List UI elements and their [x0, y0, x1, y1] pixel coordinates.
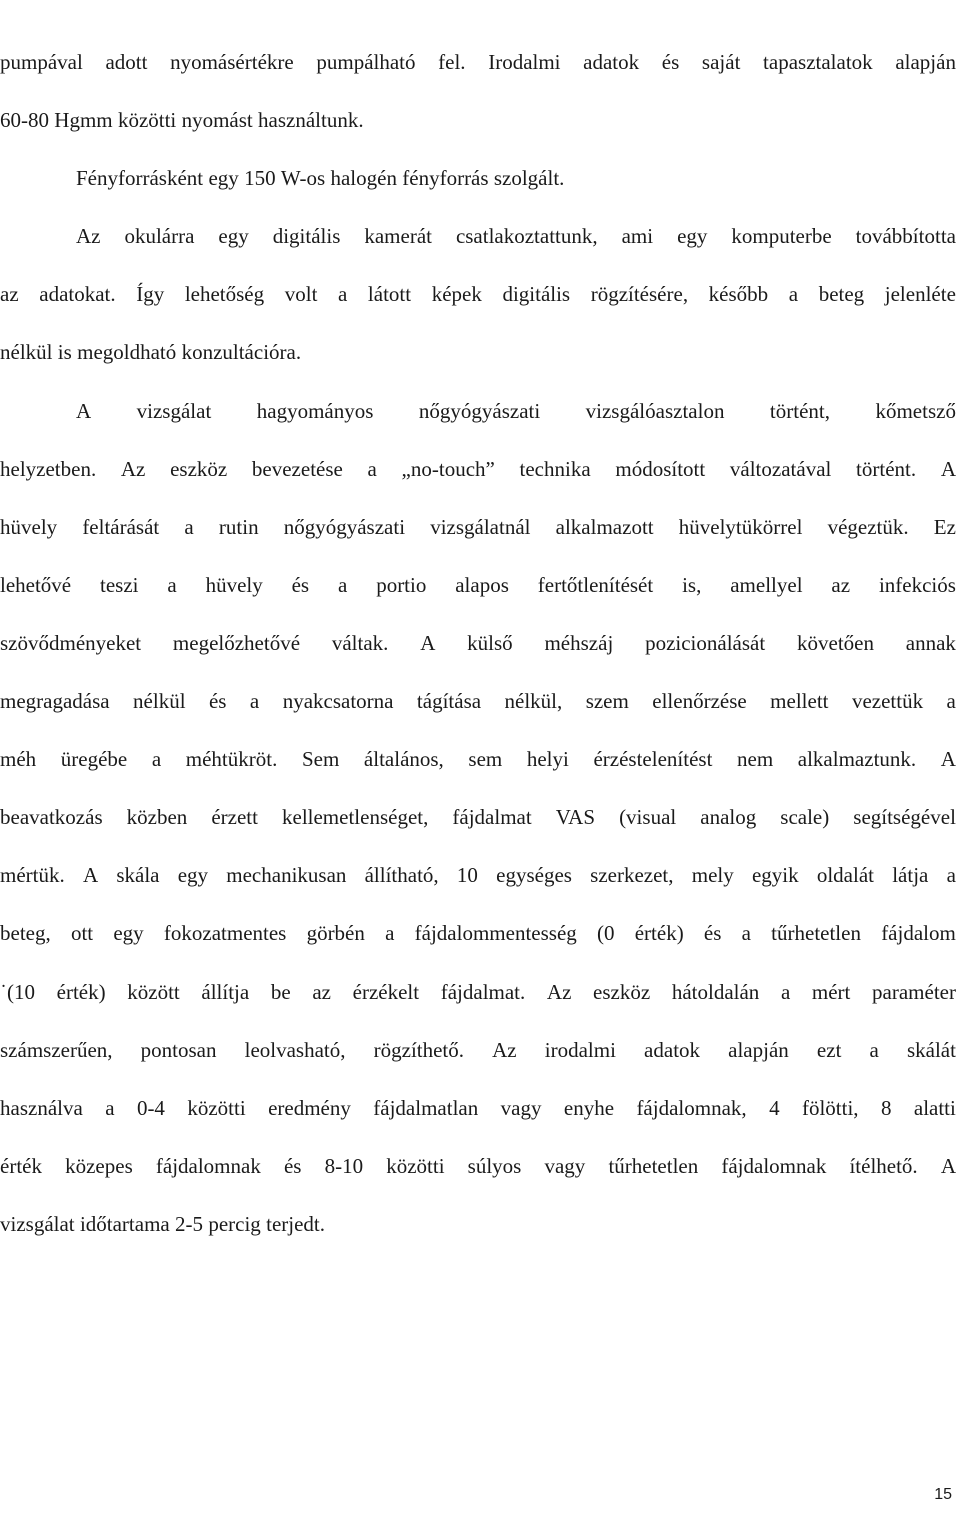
word: a: [167, 572, 177, 597]
word: vagy: [500, 1095, 542, 1120]
word: közötti: [117, 108, 177, 133]
word: csatlakoztattunk,: [455, 224, 598, 249]
word: mely: [691, 863, 734, 888]
text-line: [0, 980, 956, 1038]
word: scale): [780, 805, 830, 830]
word: a: [367, 456, 377, 481]
word: méhszáj: [544, 630, 614, 655]
word: fájdalom: [881, 921, 956, 946]
word: a: [151, 747, 162, 772]
word: súlyos: [467, 1153, 522, 1178]
word: megoldható: [77, 340, 177, 365]
word: vizsgálatnál: [430, 514, 531, 539]
word: közben: [126, 805, 188, 830]
word: infekciós: [878, 572, 956, 597]
word: szerkezet,: [590, 863, 674, 888]
word: pontosan: [140, 1037, 217, 1062]
word: történt.: [856, 456, 917, 481]
word: egy: [218, 224, 249, 249]
word: a: [741, 921, 751, 946]
word: a: [184, 514, 194, 539]
word: fájdalomnak: [721, 1153, 827, 1178]
word: a: [105, 1095, 115, 1120]
word: nélkül: [133, 689, 186, 714]
word: komputerbe: [731, 224, 832, 249]
word: bevezetése: [251, 456, 343, 481]
word: alkalmaztunk.: [797, 747, 917, 772]
word: érzett: [211, 805, 258, 830]
word: egységes: [496, 863, 572, 888]
word: volt: [284, 282, 318, 307]
word: adatok: [583, 50, 640, 74]
word: alkalmazott: [555, 514, 654, 539]
word: kőmetsző: [875, 398, 956, 423]
word: 8-10: [324, 1153, 364, 1178]
word: rutin: [218, 514, 259, 539]
word: használva: [0, 1095, 83, 1120]
word: az: [831, 572, 851, 597]
word: történt,: [769, 398, 830, 423]
word: jelenléte: [884, 282, 956, 307]
word: ˙(10: [0, 979, 35, 1004]
word: W-os: [280, 166, 326, 191]
word: használtunk.: [258, 108, 364, 133]
word: vizsgálóasztalon: [585, 398, 725, 423]
word: ítélhető.: [849, 1153, 918, 1178]
word: fájdalmat.: [440, 979, 526, 1004]
text-line: [0, 224, 956, 282]
text-line: [0, 1096, 956, 1154]
word: a: [249, 689, 260, 714]
word: vizsgálat: [0, 1211, 75, 1236]
word: a: [780, 979, 791, 1004]
word: Az: [120, 456, 146, 481]
word: pozicionálását: [645, 630, 766, 655]
word: beavatkozás: [0, 805, 103, 830]
word: egy: [113, 921, 144, 946]
word: a: [337, 572, 348, 597]
word: pumpával: [0, 50, 83, 74]
word: váltak.: [331, 630, 389, 655]
word: enyhe: [563, 1095, 615, 1120]
word: leolvasható,: [244, 1037, 346, 1062]
word: nyomást: [181, 108, 253, 133]
word: fájdalmatlan: [373, 1095, 479, 1120]
word: teszi: [100, 572, 139, 597]
word: vizsgálat: [136, 398, 212, 423]
word: hüvelytükörrel: [678, 514, 803, 539]
text-line: [0, 631, 956, 689]
word: A: [940, 1153, 956, 1178]
word: fel.: [438, 50, 466, 74]
word: szem: [585, 689, 629, 714]
word: skálát: [906, 1037, 956, 1062]
word: adott: [105, 50, 148, 74]
text-line: [0, 805, 956, 863]
word: amellyel: [730, 572, 803, 597]
word: Így: [136, 282, 165, 307]
word: érzéstelenítést: [593, 747, 713, 772]
word: Sem: [301, 747, 340, 772]
word: hagyományos: [256, 398, 374, 423]
word: között: [127, 979, 180, 1004]
word: paraméter: [872, 979, 956, 1004]
word: lehetőség: [184, 282, 265, 307]
word: helyi: [526, 747, 569, 772]
word: görbén: [306, 921, 365, 946]
word: fölötti,: [801, 1095, 859, 1120]
word: az: [312, 979, 331, 1004]
word: szövődményeket: [0, 630, 142, 655]
word: mért: [811, 979, 851, 1004]
word: fényforrás: [402, 166, 489, 191]
word: Az: [546, 979, 572, 1004]
word: és: [208, 689, 227, 714]
word: 4: [769, 1095, 780, 1120]
word: látott: [367, 282, 412, 307]
text-line: [0, 108, 956, 166]
word: vagy: [544, 1153, 586, 1178]
word: adatok: [644, 1037, 701, 1062]
text-line: [0, 50, 956, 108]
word: (visual: [619, 805, 677, 830]
word: Az: [76, 224, 101, 249]
text-line: [0, 1154, 956, 1212]
word: alapos: [455, 572, 509, 597]
word: (0: [597, 921, 615, 946]
word: A: [940, 747, 956, 772]
word: a: [788, 282, 799, 307]
word: fájdalomnak,: [636, 1095, 747, 1120]
word: alapján: [895, 50, 956, 74]
word: fájdalmat: [452, 805, 532, 830]
word: alapján: [728, 1037, 789, 1062]
word: látja: [892, 863, 929, 888]
word: oldalát: [816, 863, 874, 888]
word: a: [385, 921, 395, 946]
word: is: [57, 340, 72, 365]
word: a: [946, 689, 956, 714]
text-line: [0, 166, 956, 224]
word: egyik: [751, 863, 799, 888]
word: ami: [621, 224, 654, 249]
text-line: [0, 863, 956, 921]
word: vezettük: [851, 689, 924, 714]
word: A: [940, 456, 956, 481]
word: méhtükröt.: [185, 747, 278, 772]
word: A: [420, 630, 436, 655]
text-line: [0, 689, 956, 747]
word: és: [703, 921, 722, 946]
word: 8: [880, 1095, 892, 1120]
word: állítható,: [364, 863, 439, 888]
word: skála: [116, 863, 160, 888]
word: fertőtlenítését: [537, 572, 654, 597]
word: annak: [905, 630, 956, 655]
word: Fényforrásként: [76, 166, 204, 191]
word: percig: [208, 1211, 261, 1236]
word: feltárását: [82, 514, 160, 539]
word: tűrhetetlen: [771, 921, 861, 946]
text-line: [0, 340, 956, 398]
word: digitális: [502, 282, 571, 307]
word: külső: [467, 630, 513, 655]
text-line: [0, 921, 956, 979]
word: megragadása: [0, 689, 110, 714]
word: és: [283, 1153, 302, 1178]
word: analog: [700, 805, 757, 830]
word: közepes: [65, 1153, 133, 1178]
word: képek: [431, 282, 482, 307]
word: ellenőrzése: [652, 689, 747, 714]
word: is,: [682, 572, 702, 597]
word: hüvely: [0, 514, 58, 539]
word: méh: [0, 747, 37, 772]
word: az: [0, 282, 19, 307]
word: továbbította: [855, 224, 956, 249]
word: nem: [737, 747, 774, 772]
word: nélkül: [0, 340, 53, 365]
word: hátoldalán: [671, 979, 760, 1004]
word: technika: [519, 456, 591, 481]
word: követően: [797, 630, 874, 655]
word: „no-touch”: [401, 456, 495, 481]
word: 0-4: [136, 1095, 165, 1120]
word: tágítása: [416, 689, 482, 714]
word: A: [82, 863, 99, 888]
word: számszerűen,: [0, 1037, 113, 1062]
word: eszköz: [593, 979, 651, 1004]
word: mechanikusan: [226, 863, 347, 888]
word: VAS: [555, 805, 596, 830]
word: nélkül,: [504, 689, 563, 714]
word: sem: [468, 747, 503, 772]
word: digitális: [272, 224, 341, 249]
word: kamerát: [364, 224, 432, 249]
word: A: [76, 398, 92, 423]
word: 10: [456, 863, 478, 888]
text-line: [0, 1212, 956, 1270]
text-line: [0, 1038, 956, 1096]
word: okulárra: [124, 224, 195, 249]
word: irodalmi: [544, 1037, 616, 1062]
word: érték): [56, 979, 106, 1004]
word: ezt: [816, 1037, 842, 1062]
word: Ez: [933, 514, 956, 539]
word: módosított: [615, 456, 706, 481]
word: alatti: [913, 1095, 956, 1120]
word: nőgyógyászati: [418, 398, 541, 423]
word: 150: [244, 166, 276, 191]
word: a: [946, 863, 956, 888]
word: mértük.: [0, 863, 65, 888]
word: ott: [70, 921, 94, 946]
word: szolgált.: [493, 166, 565, 191]
word: Irodalmi: [488, 50, 561, 74]
word: be: [270, 979, 291, 1004]
word: nyomásértékre: [170, 50, 294, 74]
word: egy: [177, 863, 209, 888]
word: egy: [208, 166, 239, 191]
word: rögzíthető.: [373, 1037, 465, 1062]
text-line: [0, 747, 956, 805]
word: kellemetlenséget,: [282, 805, 429, 830]
word: adatokat.: [39, 282, 116, 307]
word: 60-80: [0, 108, 49, 133]
word: mellett: [770, 689, 829, 714]
word: Az: [492, 1037, 517, 1062]
word: fájdalomnak: [155, 1153, 261, 1178]
word: érzékelt: [352, 979, 420, 1004]
word: és: [661, 50, 680, 74]
word: saját: [701, 50, 741, 74]
word: halogén: [330, 166, 397, 191]
page-number: 15: [934, 1486, 952, 1503]
word: végeztük.: [827, 514, 909, 539]
body-text: [0, 50, 956, 1270]
text-line: [0, 282, 956, 340]
word: fájdalommentesség: [414, 921, 577, 946]
word: érték): [634, 921, 684, 946]
text-line: [0, 399, 956, 457]
word: nőgyógyászati: [283, 514, 406, 539]
word: közötti: [386, 1153, 445, 1178]
word: konzultációra.: [181, 340, 302, 365]
word: általános,: [363, 747, 444, 772]
word: megelőzhetővé: [172, 630, 301, 655]
text-line: [0, 573, 956, 631]
word: később: [708, 282, 769, 307]
word: időtartama: [79, 1211, 170, 1236]
word: tűrhetetlen: [608, 1153, 699, 1178]
word: 2-5: [175, 1211, 204, 1236]
word: változatával: [729, 456, 832, 481]
word: fokozatmentes: [163, 921, 287, 946]
word: beteg: [818, 282, 865, 307]
word: hüvely: [205, 572, 263, 597]
word: lehetővé: [0, 572, 72, 597]
word: a: [869, 1037, 879, 1062]
word: tapasztalatok: [763, 50, 873, 74]
word: üregébe: [60, 747, 128, 772]
word: eszköz: [170, 456, 228, 481]
word: nyakcsatorna: [282, 689, 394, 714]
word: terjedt.: [266, 1211, 325, 1236]
text-line: [0, 515, 956, 573]
word: rögzítésére,: [590, 282, 689, 307]
word: segítségével: [853, 805, 956, 830]
word: közötti: [187, 1095, 246, 1120]
word: érték: [0, 1153, 42, 1178]
text-line: [0, 457, 956, 515]
word: helyzetben.: [0, 456, 97, 481]
word: portio: [376, 572, 427, 597]
word: és: [291, 572, 310, 597]
word: egy: [677, 224, 708, 249]
word: állítja: [201, 979, 250, 1004]
word: eredmény: [268, 1095, 351, 1120]
word: pumpálható: [316, 50, 416, 74]
word: a: [338, 282, 348, 307]
word: Hgmm: [54, 108, 113, 133]
word: beteg,: [0, 921, 51, 946]
